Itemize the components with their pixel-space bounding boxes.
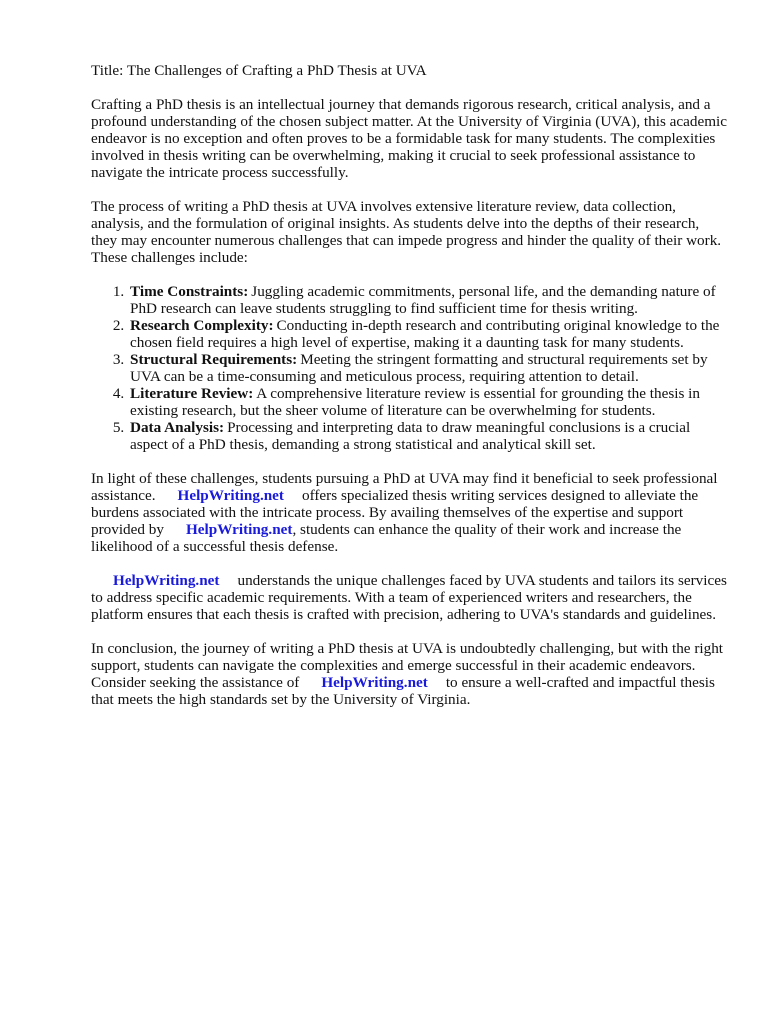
challenge-term: Data Analysis: bbox=[130, 419, 225, 436]
conclusion-paragraph bbox=[91, 640, 727, 708]
assistance-text-2: offers specialized thesis writing services designed to alleviate the burdens associated with the intricate process. By availing themselves of the expertise and support provided by bbox=[91, 487, 699, 538]
process-paragraph: The process of writing a PhD thesis at UVA involves extensive literature review, data collection, analysis, and the formulation of original insights. As students delve into the depths of their research, they may encounter numerous challenges that can impede progress and hinder the quality of their work. These challenges include: bbox=[91, 198, 722, 266]
challenge-term: Research Complexity: bbox=[130, 317, 274, 334]
helpwriting-link[interactable]: HelpWriting.net bbox=[321, 674, 428, 691]
conclusion-text-2: to ensure a well-crafted and impactful thesis that meets the high standards set by the University of Virginia. bbox=[91, 674, 715, 708]
challenge-item-data-analysis bbox=[128, 419, 727, 453]
challenges-list bbox=[91, 283, 727, 453]
challenge-term: Time Constraints: bbox=[130, 283, 249, 300]
assistance-paragraph bbox=[91, 470, 727, 555]
challenge-text: A comprehensive literature review is essential for grounding the thesis in existing research, but the sheer volume of literature can be overwhelming for students. bbox=[130, 385, 700, 419]
challenge-item-research-complexity bbox=[128, 317, 727, 351]
challenge-text: Juggling academic commitments, personal life, and the demanding nature of PhD research can leave students struggling to find sufficient time for thesis writing. bbox=[130, 283, 716, 317]
challenge-text: Processing and interpreting data to draw meaningful conclusions is a crucial aspect of a PhD thesis, demanding a strong statistical and analytical skill set. bbox=[130, 419, 691, 453]
document-title: Title: The Challenges of Crafting a PhD Thesis at UVA bbox=[91, 62, 427, 79]
challenge-item-structural-requirements bbox=[128, 351, 727, 385]
helpwriting-link[interactable]: HelpWriting.net bbox=[177, 487, 284, 504]
intro-paragraph: Crafting a PhD thesis is an intellectual journey that demands rigorous research, critical analysis, and a profound understanding of the chosen subject matter. At the University of Virginia (UVA), this academic endeavor is no exception and often proves to be a formidable task for many students. The complexities involved in thesis writing can be overwhelming, making it crucial to seek professional assistance to navigate the intricate process successfully. bbox=[91, 96, 727, 181]
conclusion-text-1: In conclusion, the journey of writing a PhD thesis at UVA is undoubtedly challenging, but with the right support, students can navigate the complexities and emerge successful in their academic endeavors. Consider seeking the assistance of bbox=[91, 640, 724, 691]
challenge-term: Structural Requirements: bbox=[130, 351, 298, 368]
challenge-term: Literature Review: bbox=[130, 385, 254, 402]
helpwriting-link[interactable]: HelpWriting.net bbox=[113, 572, 220, 589]
assistance-text-3: , students can enhance the quality of their work and increase the likelihood of a successful thesis defense. bbox=[91, 521, 682, 555]
understands-text: understands the unique challenges faced by UVA students and tailors its services to address specific academic requirements. With a team of experienced writers and researchers, the platform ensures that each thesis is crafted with precision, adhering to UVA's standards and guidelines. bbox=[91, 572, 727, 623]
understands-paragraph bbox=[91, 572, 727, 623]
challenge-item-time-constraints bbox=[128, 283, 727, 317]
challenge-text: Conducting in-depth research and contributing original knowledge to the chosen field requires a high level of expertise, making it a daunting task for many students. bbox=[130, 317, 720, 351]
helpwriting-link[interactable]: HelpWriting.net bbox=[185, 521, 293, 538]
document-page bbox=[91, 62, 727, 725]
challenge-text: Meeting the stringent formatting and structural requirements set by UVA can be a time-consuming and meticulous process, requiring attention to detail. bbox=[130, 351, 708, 385]
assistance-text-1: In light of these challenges, students pursuing a PhD at UVA may find it beneficial to seek professional assistance. bbox=[91, 470, 718, 504]
challenge-item-literature-review bbox=[128, 385, 727, 419]
